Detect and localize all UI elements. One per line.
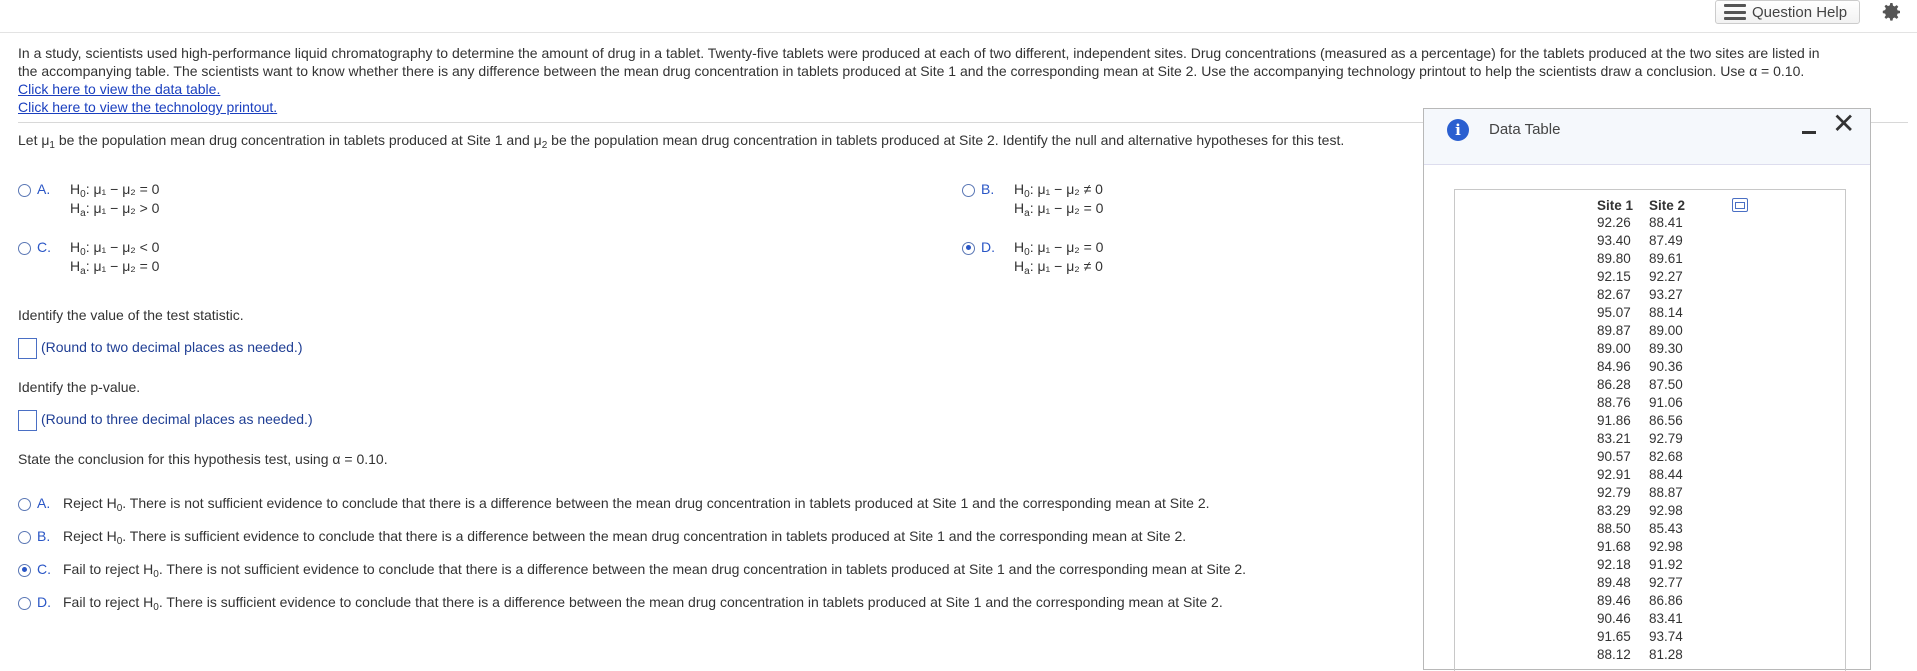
table-cell: 89.61 xyxy=(1649,251,1683,266)
table-cell: 87.49 xyxy=(1649,233,1683,248)
table-cell: 92.15 xyxy=(1597,269,1631,284)
radio-button[interactable] xyxy=(962,184,975,197)
table-cell: 86.28 xyxy=(1597,377,1631,392)
table-cell: 89.00 xyxy=(1597,341,1631,356)
table-cell: 83.41 xyxy=(1649,611,1683,626)
table-row xyxy=(1589,394,1693,412)
conclusion-option-b[interactable]: B. Reject $H_0$. There is sufficient evidence to conclude that there is a difference between the mean drug concentration in tablets produced at Site 1 and the corresponding mean at Site 2. xyxy=(18,527,1186,551)
table-row xyxy=(1589,592,1693,610)
radio-button[interactable] xyxy=(18,184,31,197)
table-row xyxy=(1589,574,1693,592)
test-statistic-prompt: Identify the value of the test statistic. xyxy=(18,307,244,323)
table-row xyxy=(1589,376,1693,394)
data-table xyxy=(1589,196,1693,664)
table-row xyxy=(1589,358,1693,376)
table-cell: 90.46 xyxy=(1597,611,1631,626)
conclusion-option-a[interactable]: A. Reject $H_0$. There is not sufficient evidence to conclude that there is a difference between the mean drug concentration in tablets produced at Site 1 and the corresponding mean at Site 2. xyxy=(18,494,1210,518)
data-table-frame xyxy=(1454,189,1846,671)
p-value-prompt: Identify the p-value. xyxy=(18,379,141,395)
table-cell: 91.06 xyxy=(1649,395,1683,410)
table-row xyxy=(1589,520,1693,538)
conclusion-option-c[interactable]: C. Fail to reject $H_0$. There is not sufficient evidence to conclude that there is a difference between the mean drug concentration in tablets produced at Site 1 and the corresponding mean at Site 2. xyxy=(18,560,1246,584)
table-cell: 88.44 xyxy=(1649,467,1683,482)
radio-button-selected[interactable] xyxy=(962,242,975,255)
table-cell: 91.86 xyxy=(1597,413,1631,428)
column-header-site2: Site 2 xyxy=(1649,197,1686,213)
table-cell: 88.50 xyxy=(1597,521,1631,536)
table-cell: 87.50 xyxy=(1649,377,1683,392)
table-cell: 92.98 xyxy=(1649,503,1683,518)
table-cell: 90.57 xyxy=(1597,449,1631,464)
conclusion-option-d[interactable]: D. Fail to reject $H_0$. There is sufficient evidence to conclude that there is a difference between the mean drug concentration in tablets produced at Site 1 and the corresponding mean at Site 2. xyxy=(18,593,1223,617)
p-value-input[interactable] xyxy=(18,410,37,431)
table-cell: 82.67 xyxy=(1597,287,1631,302)
table-cell: 85.43 xyxy=(1649,521,1683,536)
table-cell: 82.68 xyxy=(1649,449,1683,464)
table-cell: 83.21 xyxy=(1597,431,1631,446)
table-row xyxy=(1589,448,1693,466)
close-icon[interactable]: ✕ xyxy=(1832,108,1856,139)
table-cell: 89.48 xyxy=(1597,575,1631,590)
table-cell: 92.77 xyxy=(1649,575,1683,590)
table-row xyxy=(1589,430,1693,448)
problem-statement xyxy=(18,44,1908,116)
problem-line-1: In a study, scientists used high-performance liquid chromatography to determine the amount of drug in a tablet. Twenty-five tablets were produced at each of two different, independent sites. Drug concentrations (measured as a percentage) for the tablets produced at the two sites are listed in xyxy=(18,45,1820,61)
question-help-label: Question Help xyxy=(1752,3,1848,21)
radio-button[interactable] xyxy=(18,498,31,511)
hypothesis-option-b[interactable]: B. $H_0$: μ₁ − μ₂ ≠ 0 $H_a$: μ₁ − μ₂ = 0 xyxy=(962,180,1362,220)
radio-button[interactable] xyxy=(18,531,31,544)
table-cell: 86.86 xyxy=(1649,593,1683,608)
table-cell: 92.91 xyxy=(1597,467,1631,482)
hypothesis-option-c[interactable]: C. $H_0$: μ₁ − μ₂ < 0 $H_a$: μ₁ − μ₂ = 0 xyxy=(18,238,418,278)
table-cell: 88.41 xyxy=(1649,215,1683,230)
table-cell: 92.79 xyxy=(1649,431,1683,446)
table-cell: 93.27 xyxy=(1649,287,1683,302)
table-row xyxy=(1589,268,1693,286)
conclusion-prompt: State the conclusion for this hypothesis test, using α = 0.10. xyxy=(18,451,388,467)
round-hint: (Round to two decimal places as needed.) xyxy=(41,339,303,356)
table-row xyxy=(1589,556,1693,574)
table-row xyxy=(1589,304,1693,322)
table-row xyxy=(1589,286,1693,304)
table-cell: 84.96 xyxy=(1597,359,1631,374)
data-table-panel xyxy=(1423,108,1871,670)
table-row xyxy=(1589,250,1693,268)
table-row xyxy=(1589,340,1693,358)
table-cell: 83.29 xyxy=(1597,503,1631,518)
table-row xyxy=(1589,232,1693,250)
table-row xyxy=(1589,628,1693,646)
hypothesis-option-a[interactable]: A. $H_0$: μ₁ − μ₂ = 0 $H_a$: μ₁ − μ₂ > 0 xyxy=(18,180,418,220)
table-cell: 91.92 xyxy=(1649,557,1683,572)
table-cell: 88.14 xyxy=(1649,305,1683,320)
table-cell: 89.46 xyxy=(1597,593,1631,608)
table-row xyxy=(1589,502,1693,520)
gear-icon[interactable] xyxy=(1878,0,1904,24)
table-cell: 89.30 xyxy=(1649,341,1683,356)
column-header-site1: Site 1 xyxy=(1597,197,1634,213)
info-icon: i xyxy=(1447,119,1469,141)
table-cell: 88.76 xyxy=(1597,395,1631,410)
table-row xyxy=(1589,538,1693,556)
panel-header[interactable] xyxy=(1424,109,1870,165)
table-cell: 89.80 xyxy=(1597,251,1631,266)
panel-title: Data Table xyxy=(1489,121,1561,138)
table-cell: 81.28 xyxy=(1649,647,1683,662)
hypothesis-option-d[interactable]: D. $H_0$: μ₁ − μ₂ = 0 $H_a$: μ₁ − μ₂ ≠ 0 xyxy=(962,238,1362,278)
table-cell: 88.12 xyxy=(1597,647,1631,662)
top-bar xyxy=(0,0,1917,33)
table-row xyxy=(1589,484,1693,502)
table-cell: 86.56 xyxy=(1649,413,1683,428)
problem-line-2: the accompanying table. The scientists want to know whether there is any difference between the mean drug concentration in tablets produced at Site 1 and the corresponding mean at Site 2. Use the accompanying technology printout to help the scientists draw a conclusion. Use α = 0.10. xyxy=(18,63,1805,79)
table-cell: 92.27 xyxy=(1649,269,1683,284)
p-value-answer xyxy=(18,410,313,431)
round-hint: (Round to three decimal places as needed.) xyxy=(41,411,313,428)
table-cell: 89.87 xyxy=(1597,323,1631,338)
list-icon xyxy=(1724,4,1746,20)
table-cell: 91.68 xyxy=(1597,539,1631,554)
copy-data-icon[interactable] xyxy=(1732,198,1748,212)
table-row xyxy=(1589,646,1693,664)
radio-button-selected[interactable] xyxy=(18,564,31,577)
table-row xyxy=(1589,412,1693,430)
table-cell: 95.07 xyxy=(1597,305,1631,320)
table-row xyxy=(1589,610,1693,628)
table-cell: 88.87 xyxy=(1649,485,1683,500)
radio-button[interactable] xyxy=(18,242,31,255)
radio-button[interactable] xyxy=(18,597,31,610)
table-row xyxy=(1589,214,1693,232)
table-cell: 92.79 xyxy=(1597,485,1631,500)
question-help-button[interactable] xyxy=(1715,0,1860,24)
minimize-icon[interactable] xyxy=(1800,121,1820,141)
table-cell: 92.98 xyxy=(1649,539,1683,554)
table-row xyxy=(1589,322,1693,340)
technology-printout-link[interactable]: Click here to view the technology printout. xyxy=(18,99,278,115)
data-table-link[interactable]: Click here to view the data table. xyxy=(18,81,221,97)
table-cell: 91.65 xyxy=(1597,629,1631,644)
hypotheses-question: Let $\mu_1$ be the population mean drug concentration in tablets produced at Site 1 and $\mu_2$ be the population mean drug concentration in tablets produced at Site 2. Identify the null and alternative hypotheses for this test. xyxy=(18,132,1345,151)
table-cell: 89.00 xyxy=(1649,323,1683,338)
test-statistic-answer xyxy=(18,338,302,359)
table-cell: 93.74 xyxy=(1649,629,1683,644)
table-cell: 93.40 xyxy=(1597,233,1631,248)
test-statistic-input[interactable] xyxy=(18,338,37,359)
table-row xyxy=(1589,466,1693,484)
table-cell: 92.18 xyxy=(1597,557,1631,572)
table-cell: 92.26 xyxy=(1597,215,1631,230)
table-cell: 90.36 xyxy=(1649,359,1683,374)
